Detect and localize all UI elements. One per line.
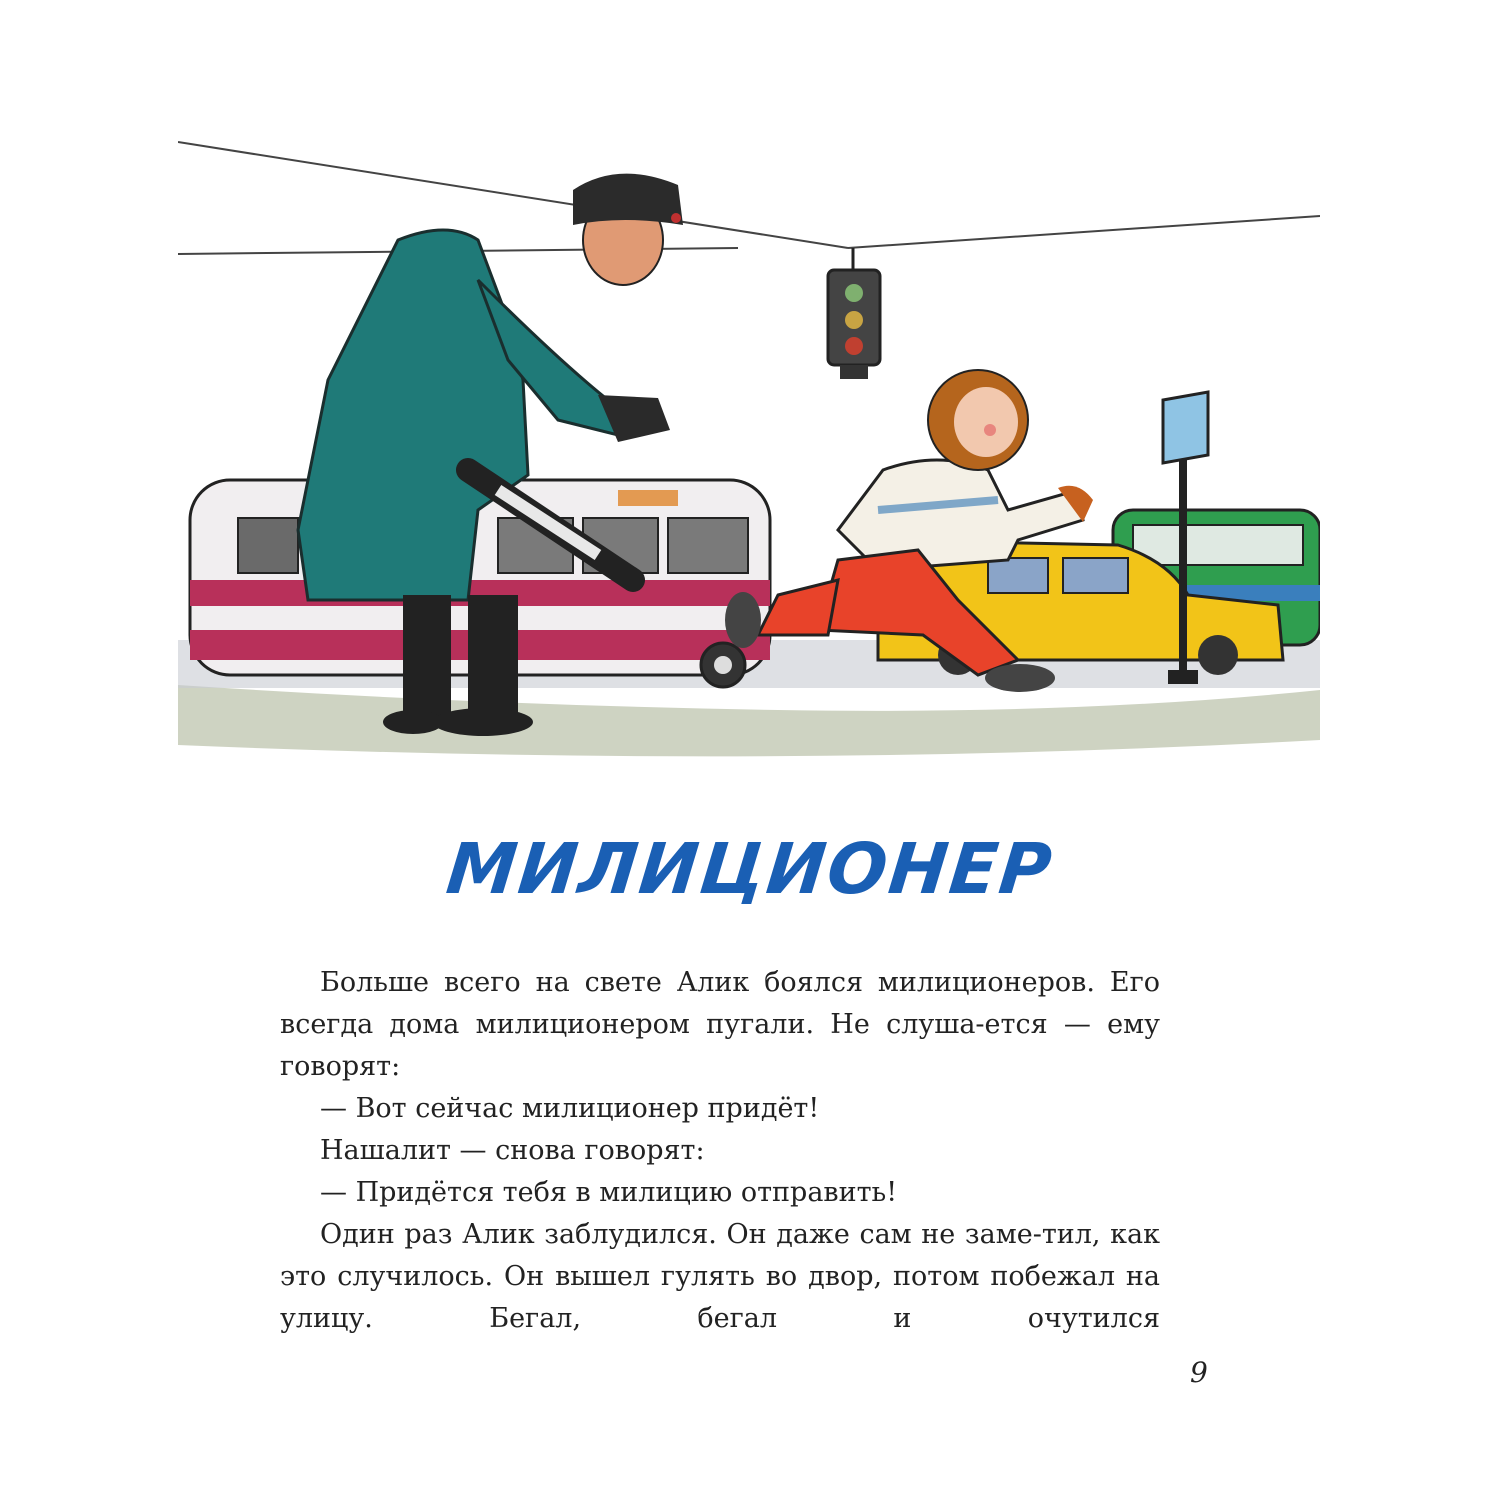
traffic-light-icon — [828, 248, 880, 379]
paragraph-2: — Вот сейчас милиционер придёт! — [320, 1093, 820, 1124]
chapter-title: МИЛИЦИОНЕР — [442, 828, 1058, 910]
page-number: 9 — [1190, 1356, 1208, 1389]
street-scene-illustration — [178, 130, 1320, 760]
story-text — [280, 962, 1160, 1340]
paragraph-4: — Придётся тебя в милицию отправить! — [320, 1177, 898, 1208]
paragraph-1: Больше всего на свете Алик боялся милиционеров. Его всегда дома милиционером пугали. Не слуша-ется — ему говорят: — [280, 967, 1160, 1082]
paragraph-5: Один раз Алик заблудился. Он даже сам не заме-тил, как это случилось. Он вышел гулять во двор, потом побежал на улицу. Бегал, бегал и очутился — [280, 1219, 1160, 1334]
paragraph-3: Нашалит — снова говорят: — [320, 1135, 705, 1166]
